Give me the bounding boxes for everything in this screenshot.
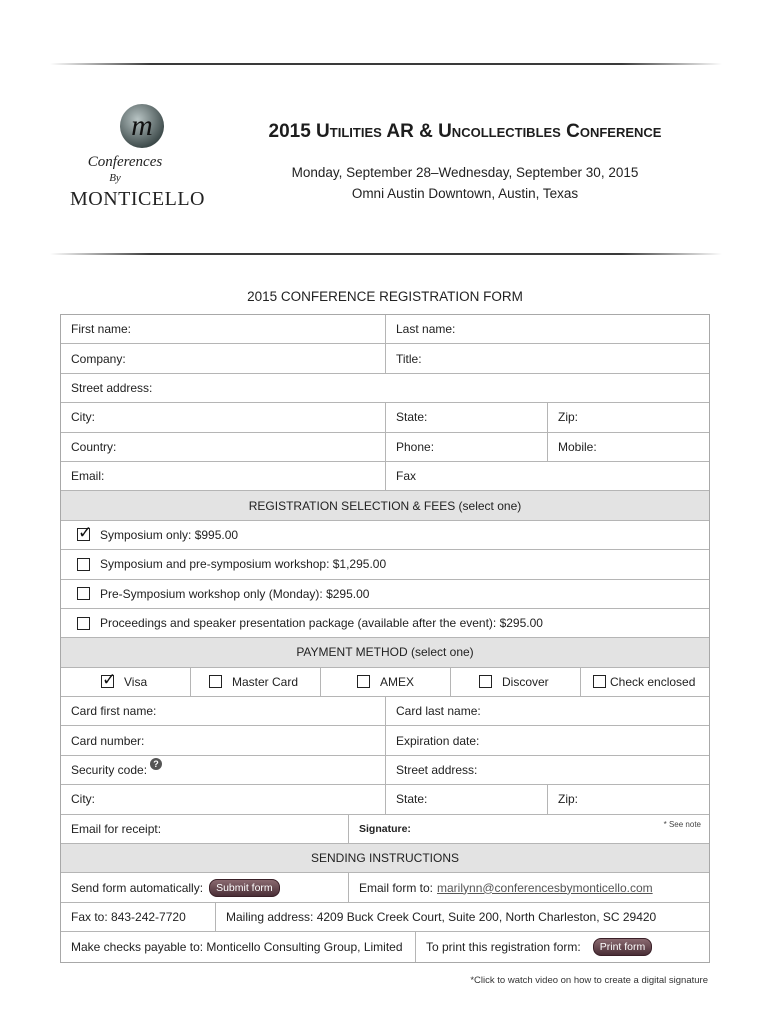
title-field[interactable] xyxy=(386,344,709,372)
registration-option-proceedings[interactable] xyxy=(61,609,709,637)
fax-to-cell xyxy=(61,903,216,931)
checkbox-checked[interactable] xyxy=(101,675,114,688)
checkbox[interactable] xyxy=(77,617,90,630)
fax-to-text: Fax to: 843-242-7720 xyxy=(71,910,186,924)
mailing-address-cell xyxy=(216,903,709,931)
card-street-address-field[interactable] xyxy=(386,756,709,784)
checkbox[interactable] xyxy=(479,675,492,688)
phone-field[interactable] xyxy=(386,433,548,461)
form-title: 2015 CONFERENCE REGISTRATION FORM xyxy=(247,289,523,304)
checkbox[interactable] xyxy=(209,675,222,688)
mobile-label: Mobile: xyxy=(558,439,597,454)
mobile-field[interactable] xyxy=(548,433,709,461)
email-receipt-label: Email for receipt: xyxy=(71,821,162,836)
registration-option-row xyxy=(61,580,709,609)
country-label: Country: xyxy=(71,439,117,454)
card-last-name-label: Card last name: xyxy=(396,704,481,719)
form-row xyxy=(61,756,709,785)
expiration-date-field[interactable] xyxy=(386,726,709,754)
mailing-address-text: Mailing address: 4209 Buck Creek Court, Suite 200, North Charleston, SC 29420 xyxy=(226,910,657,924)
card-city-label: City: xyxy=(71,792,95,807)
checkbox[interactable] xyxy=(357,675,370,688)
email-form-label: Email form to: xyxy=(359,880,434,895)
signature-video-footnote[interactable]: *Click to watch video on how to create a digital signature xyxy=(470,975,708,986)
form-row xyxy=(61,462,709,491)
form-row xyxy=(61,433,709,462)
last-name-field[interactable] xyxy=(386,315,709,343)
card-first-name-field[interactable] xyxy=(61,697,386,725)
checkbox[interactable] xyxy=(593,675,606,688)
checks-payable-text: Make checks payable to: Monticello Consulting Group, Limited xyxy=(71,939,403,954)
card-state-field[interactable] xyxy=(386,785,548,813)
top-rule xyxy=(50,63,722,65)
form-row xyxy=(61,697,709,726)
registration-option-workshop[interactable] xyxy=(61,580,709,608)
card-last-name-field[interactable] xyxy=(386,697,709,725)
security-code-label: Security code: xyxy=(71,763,148,778)
print-form-cell xyxy=(416,932,709,961)
registration-option-row xyxy=(61,550,709,579)
card-zip-field[interactable] xyxy=(548,785,709,813)
method-label: Master Card xyxy=(232,674,299,689)
monticello-emblem-icon xyxy=(118,102,166,150)
checks-payable-cell xyxy=(61,932,416,961)
state-field[interactable] xyxy=(386,403,548,431)
conference-dates: Monday, September 28–Wednesday, September 30, 2015 xyxy=(291,165,639,180)
card-number-label: Card number: xyxy=(71,733,145,748)
checkbox[interactable] xyxy=(77,587,90,600)
option-label: Proceedings and speaker presentation package (available after the event): $295.00 xyxy=(100,616,543,631)
monticello-logo xyxy=(70,102,215,214)
section-header-row xyxy=(61,491,709,520)
zip-label: Zip: xyxy=(558,410,579,425)
form-row xyxy=(61,785,709,814)
print-form-label: To print this registration form: xyxy=(426,939,581,954)
form-row xyxy=(61,815,709,844)
registration-heading: REGISTRATION SELECTION & FEES (select one) xyxy=(61,491,709,519)
registration-option-symposium-workshop[interactable] xyxy=(61,550,709,578)
card-street-address-label: Street address: xyxy=(396,763,478,778)
city-label: City: xyxy=(71,410,95,425)
email-receipt-field[interactable] xyxy=(61,815,349,843)
logo-brand-text: MONTICELLO xyxy=(70,188,205,210)
option-label: Symposium and pre-symposium workshop: $1,295.00 xyxy=(100,557,387,572)
card-zip-label: Zip: xyxy=(558,792,579,807)
method-label: Visa xyxy=(124,674,148,689)
form-row xyxy=(61,403,709,432)
payment-discover[interactable] xyxy=(451,668,581,696)
method-label: Check enclosed xyxy=(610,674,696,689)
card-first-name-label: Card first name: xyxy=(71,704,157,719)
company-label: Company: xyxy=(71,351,126,366)
option-label: Pre-Symposium workshop only (Monday): $295.00 xyxy=(100,586,370,601)
checkbox-checked[interactable] xyxy=(77,528,90,541)
payment-visa[interactable] xyxy=(61,668,191,696)
signature-label: Signature: xyxy=(359,822,411,835)
payment-check[interactable] xyxy=(581,668,709,696)
send-automatically-label: Send form automatically: xyxy=(71,880,204,895)
state-label: State: xyxy=(396,410,428,425)
signature-field[interactable] xyxy=(349,815,709,843)
payment-mastercard[interactable] xyxy=(191,668,321,696)
form-row xyxy=(61,344,709,373)
street-address-label: Street address: xyxy=(71,380,153,395)
email-form-cell xyxy=(349,873,709,901)
security-code-field[interactable] xyxy=(61,756,386,784)
country-field[interactable] xyxy=(61,433,386,461)
option-label: Symposium only: $995.00 xyxy=(100,527,239,542)
payment-heading: PAYMENT METHOD (select one) xyxy=(61,638,709,666)
card-number-field[interactable] xyxy=(61,726,386,754)
method-label: Discover xyxy=(502,674,549,689)
registration-option-row xyxy=(61,609,709,638)
see-note-text: * See note xyxy=(663,819,701,829)
logo-by-text: By xyxy=(109,172,121,184)
first-name-label: First name: xyxy=(71,322,132,337)
payment-amex[interactable] xyxy=(321,668,451,696)
form-row xyxy=(61,903,709,932)
phone-label: Phone: xyxy=(396,439,435,454)
last-name-label: Last name: xyxy=(396,322,456,337)
fax-field[interactable] xyxy=(386,462,709,490)
expiration-date-label: Expiration date: xyxy=(396,733,480,748)
email-label: Email: xyxy=(71,469,105,484)
svg-text:m: m xyxy=(131,109,153,142)
title-label: Title: xyxy=(396,351,422,366)
form-row xyxy=(61,374,709,403)
first-name-field[interactable] xyxy=(61,315,386,343)
card-state-label: State: xyxy=(396,792,428,807)
zip-field[interactable] xyxy=(548,403,709,431)
form-row xyxy=(61,315,709,344)
street-address-field[interactable] xyxy=(61,374,709,402)
submit-form-button[interactable]: Submit form xyxy=(209,879,280,897)
company-field[interactable] xyxy=(61,344,386,372)
section-header-row xyxy=(61,638,709,667)
help-icon[interactable]: ? xyxy=(150,758,162,770)
form-row xyxy=(61,932,709,961)
registration-option-symposium[interactable] xyxy=(61,521,709,549)
logo-conferences-text: Conferences xyxy=(87,154,163,170)
method-label: AMEX xyxy=(380,674,415,689)
registration-form xyxy=(60,314,710,963)
email-link[interactable]: marilynn@conferencesbymonticello.com xyxy=(437,880,653,895)
fax-label: Fax xyxy=(396,469,417,484)
registration-option-row xyxy=(61,521,709,550)
checkbox[interactable] xyxy=(77,558,90,571)
send-automatically-cell xyxy=(61,873,349,901)
middle-rule xyxy=(50,253,722,255)
card-city-field[interactable] xyxy=(61,785,386,813)
section-header-row xyxy=(61,844,709,873)
conference-venue: Omni Austin Downtown, Austin, Texas xyxy=(351,186,579,201)
city-field[interactable] xyxy=(61,403,386,431)
payment-methods-row xyxy=(61,668,709,697)
sending-heading: SENDING INSTRUCTIONS xyxy=(61,844,709,872)
form-row xyxy=(61,726,709,755)
print-form-button[interactable]: Print form xyxy=(593,938,653,956)
email-field[interactable] xyxy=(61,462,386,490)
form-row xyxy=(61,873,709,902)
conference-title: 2015 Utilities AR & Uncollectibles Conference xyxy=(268,121,662,142)
